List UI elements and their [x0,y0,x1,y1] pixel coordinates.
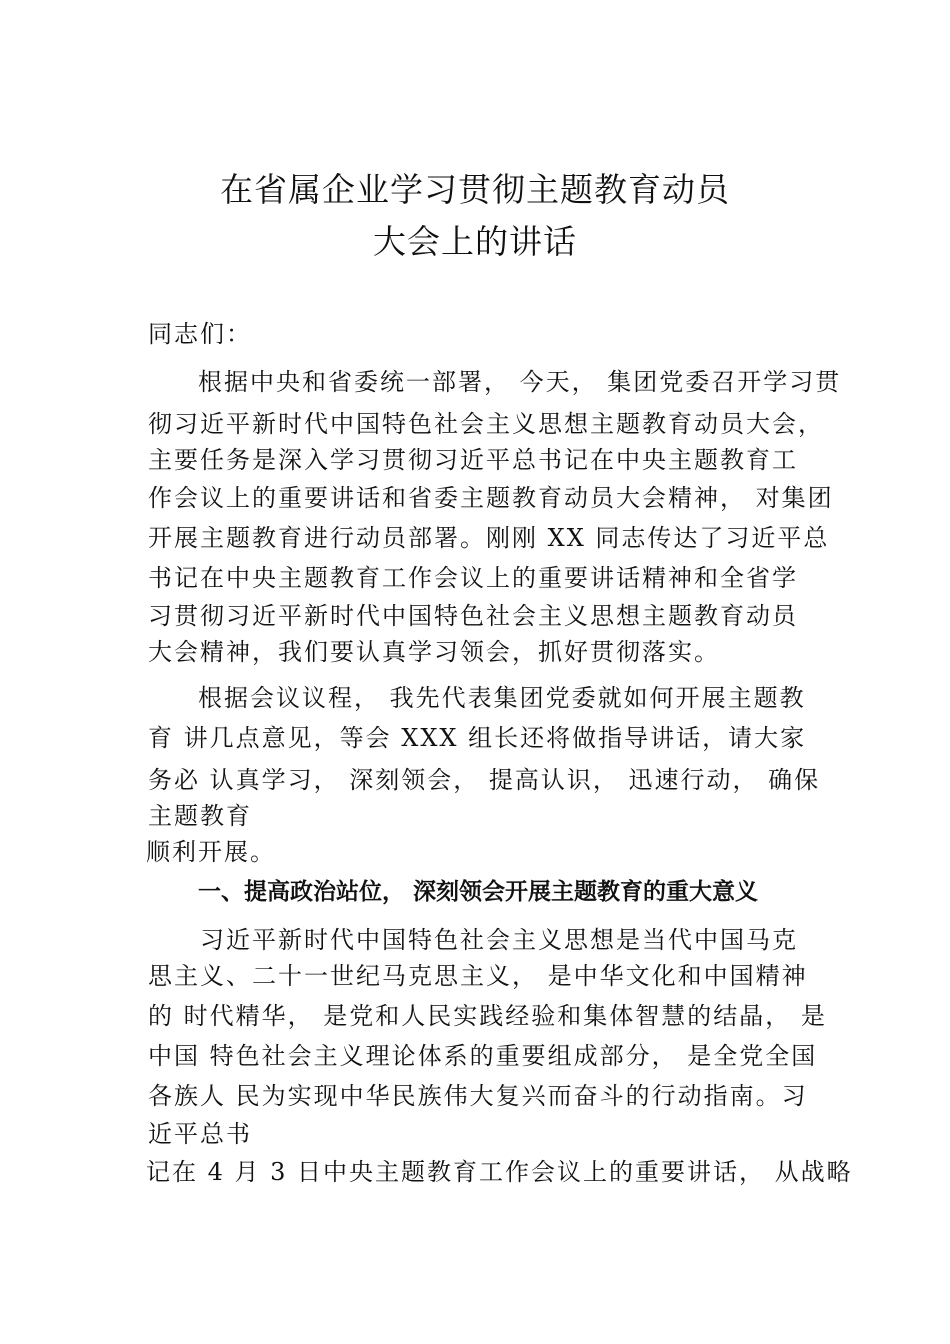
paragraph-line: 记在 4 月 3 日中央主题教育工作会议上的重要讲话， 从战略 [146,1158,853,1186]
section-heading: 一、提高政治站位， 深刻领会开展主题教育的重大意义 [198,879,759,905]
paragraph-line: 中国 特色社会主义理论体系的重要组成部分， 是全党全国 [148,1042,818,1070]
paragraph-line: 思主义、二十一世纪马克思主义， 是中华文化和中国精神 [148,962,808,990]
salutation: 同志们： [148,320,252,348]
paragraph-line: 大会精神，我们要认真学习领会，抓好贯彻落实。 [148,638,720,666]
paragraph-line: 开展主题教育进行动员部署。刚刚 XX 同志传达了习近平总 [148,524,830,552]
paragraph-line: 彻习近平新时代中国特色社会主义思想主题教育动员大会， [148,410,824,438]
paragraph-line: 主要任务是深入学习贯彻习近平总书记在中央主题教育工 [148,446,798,474]
paragraph-line: 务必 认真学习， 深刻领会， 提高认识， 迅速行动， 确保 [148,766,821,794]
paragraph-line: 各族人 民为实现中华民族伟大复兴而奋斗的行动指南。习 [148,1082,808,1110]
paragraph-line: 育 讲几点意见，等会 XXX 组长还将做指导讲话，请大家 [148,724,807,752]
paragraph-line: 习贯彻习近平新时代中国特色社会主义思想主题教育动员 [148,602,798,630]
paragraph-line: 根据中央和省委统一部署， 今天， 集团党委召开学习贯 [198,368,842,396]
paragraph-line: 顺利开展。 [146,838,276,866]
paragraph-line: 书记在中央主题教育工作会议上的重要讲话精神和全省学 [148,564,798,592]
document-title-line-1: 在省属企业学习贯彻主题教育动员 [220,170,730,209]
paragraph-line: 习近平新时代中国特色社会主义思想是当代中国马克 [200,926,798,954]
document-title-line-2: 大会上的讲话 [373,222,577,261]
paragraph-line: 的 时代精华， 是党和人民实践经验和集体智慧的结晶， 是 [148,1002,827,1030]
paragraph-line: 作会议上的重要讲话和省委主题教育动员大会精神， 对集团 [148,484,834,512]
paragraph-line: 近平总书 [148,1120,252,1148]
paragraph-line: 根据会议议程， 我先代表集团党委就如何开展主题教 [198,684,806,712]
paragraph-line: 主题教育 [148,802,252,830]
